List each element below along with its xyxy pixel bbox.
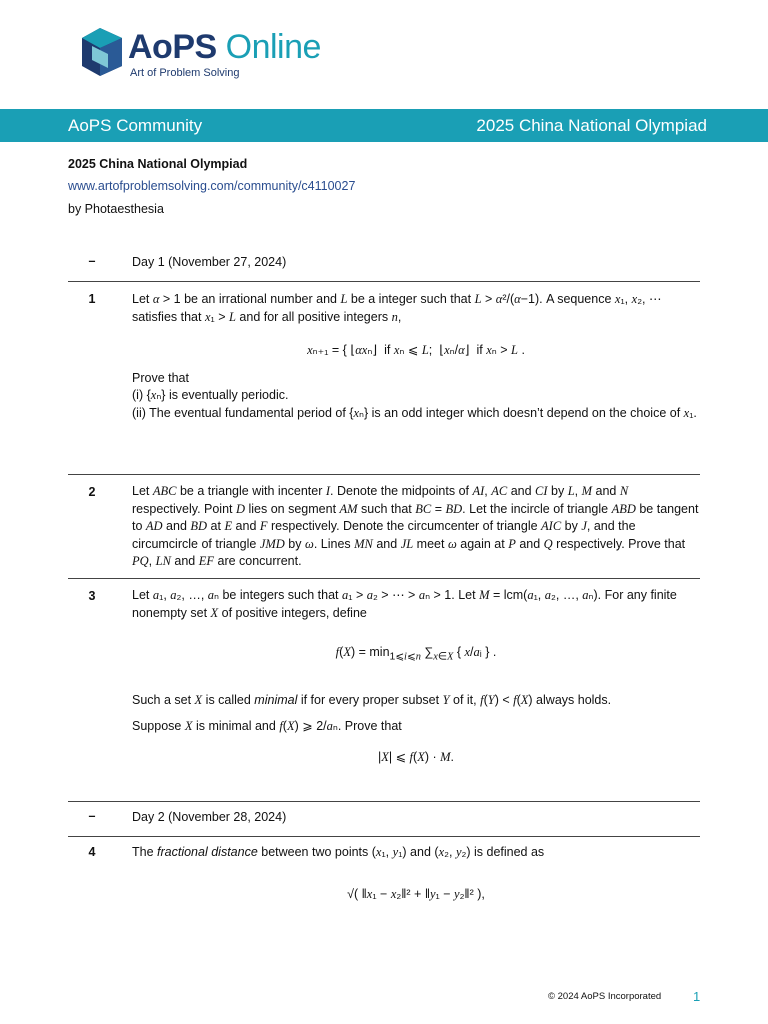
problem-number: 4: [88, 845, 96, 859]
problem-number: 2: [88, 485, 96, 499]
author-line: by Photaesthesia: [68, 202, 164, 216]
problem-row-4: [68, 836, 700, 901]
community-link[interactable]: AoPS Community: [68, 116, 203, 135]
problem-number: 1: [88, 292, 96, 306]
page-number: 1: [693, 989, 701, 1004]
day1-label: Day 1 (November 27, 2024): [132, 255, 287, 269]
day2-label: Day 2 (November 28, 2024): [132, 810, 287, 824]
footer-copyright: © 2024 AoPS Incorporated: [548, 991, 662, 1002]
contest-title: 2025 China National Olympiad: [476, 116, 707, 135]
day2-marker: –: [88, 809, 96, 823]
community-url-link[interactable]: www.artofproblemsolving.com/community/c4110027: [68, 179, 356, 193]
header-bar: [0, 109, 768, 142]
brand-tagline: Art of Problem Solving: [130, 67, 240, 79]
problem-number: 3: [88, 589, 96, 603]
problem-text: Let a₁, a₂, …, aₙ be integers such that a₁ > a₂ > ⋯ > aₙ > 1. Let M = lcm(a₁, a₂, …, aₙ). For any finite nonempty set X of positive integers, define $f(X) = \min_{1⩽i⩽n} \sum_{x\in X}$ { x/aᵢ } . Such a set X is called minimal if for every proper subset Y of it, f(Y) < f(X) always holds. Suppose X is minimal and f(X) ⩾ 2/aₙ. Prove that |X| ⩽ f(X) · M.: [132, 588, 677, 764]
document-title: 2025 China National Olympiad: [68, 157, 248, 171]
brand-name[interactable]: AoPS Online: [128, 28, 321, 66]
problem-text: The fractional distance between two points (x₁, y₁) and (x₂, y₂) is defined as √( ‖x₁ − x₂‖² + ‖y₁ − y₂‖² ),: [132, 845, 545, 901]
problem-row-3: [68, 578, 700, 764]
problem-text: Let ABC be a triangle with incenter I. Denote the midpoints of AI, AC and CI by L, M and N respectively. Point D lies on segment AM such that BC = BD. Let the incircle of triangle ABD be tangent to AD and BD at E and F respectively. Denote the circumcenter of triangle AIC by J, and the circumcircle of triangle JMD by ω. Lines MN and JL meet ω again at P and Q respectively. Prove that PQ, LN and EF are concurrent.: [132, 484, 699, 568]
day2-row: [68, 801, 700, 824]
problem-row-1: [68, 281, 700, 420]
problem-text: Let α > 1 be an irrational number and L be a integer such that L > α²/(α−1). A sequence x₁, x₂, ⋯ satisfies that x₁ > L and for all positive integers n, xₙ₊₁ = { ⌊αxₙ⌋ if xₙ ⩽ L; ⌊xₙ/α⌋ if xₙ > L . Prove that (i) {xₙ} is eventually periodic. (ii) The eventual fundamental period of {xₙ} is an odd integer which doesn’t depend on the choice of x₁.: [132, 292, 697, 420]
day1-marker: –: [88, 254, 96, 268]
problem-row-2: [68, 474, 700, 568]
